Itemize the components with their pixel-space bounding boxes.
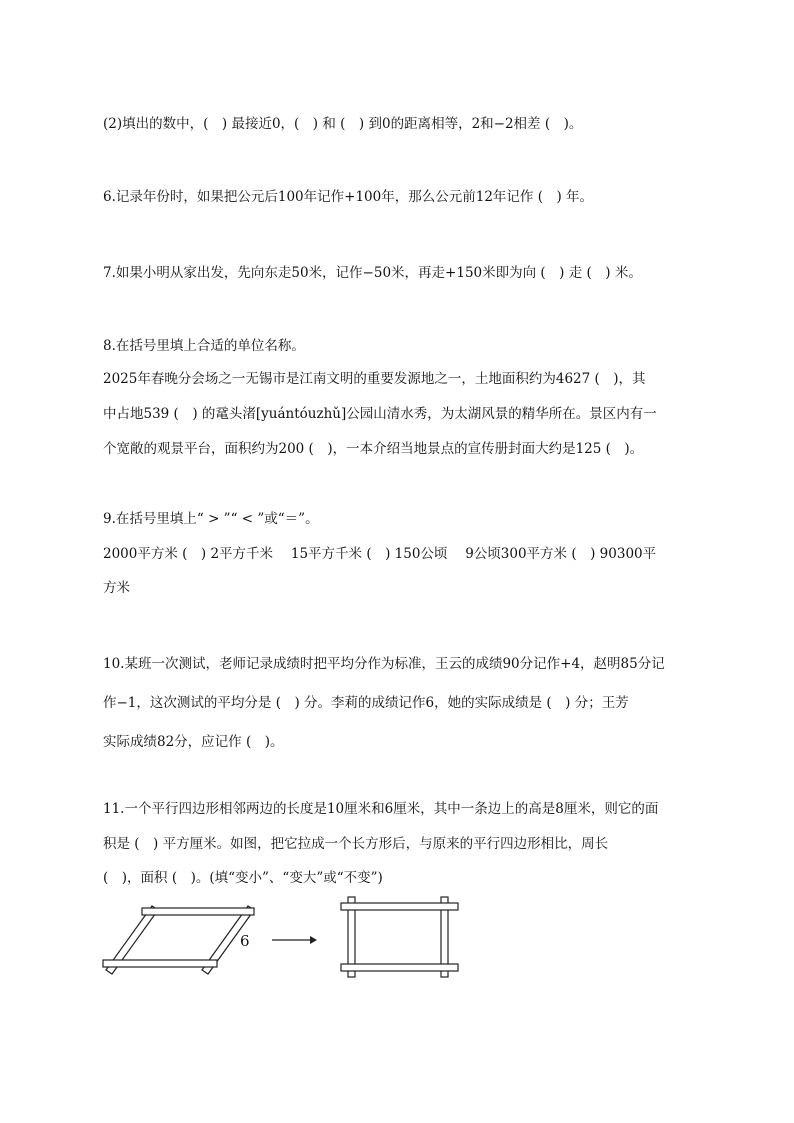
question-10-line-3: 实际成绩82分，应记作 ( )。 xyxy=(103,734,284,750)
question-9-title: 9.在括号里填上“ > ”“ < ”或“＝”。 xyxy=(103,511,319,527)
parallelogram-frame-diagram xyxy=(100,900,260,976)
transform-arrow-icon xyxy=(270,933,320,947)
question-11-line-2: 积是 ( ) 平方厘米。如图，把它拉成一个长方形后，与原来的平行四边形相比，周长 xyxy=(103,836,609,852)
frame-stick-bottom xyxy=(103,960,217,967)
question-2-subpart: (2)填出的数中，( ) 最接近0，( ) 和 ( ) 到0的距离相等，2和−2相差 ( )。 xyxy=(103,116,583,132)
frame-stick-top xyxy=(142,908,254,915)
rectangle-frame-diagram xyxy=(338,893,464,981)
question-10-line-1: 10.某班一次测试，老师记录成绩时把平均分作为标准，王云的成绩90分记作+4，赵明85分记 xyxy=(103,656,665,672)
question-8-line-3: 个宽敞的观景平台，面积约为200 ( )，一本介绍当地景点的宣传册封面大约是125 ( )。 xyxy=(103,441,644,457)
question-6: 6.记录年份时，如果把公元后100年记作+100年，那么公元前12年记作 ( ) 年。 xyxy=(103,189,594,205)
question-9-line-1: 2000平方米 ( ) 2平方千米 15平方千米 ( ) 150公顷 9公顷300平方米 ( ) 90300平 xyxy=(103,546,657,562)
question-9-line-2: 方米 xyxy=(103,580,130,596)
side-length-label: 6 xyxy=(240,932,250,950)
question-8-line-1: 2025年春晚分会场之一无锡市是江南文明的重要发源地之一，土地面积约为4627 ( )，其 xyxy=(103,371,646,387)
frame-stick-top xyxy=(341,903,458,910)
question-7: 7.如果小明从家出发，先向东走50米，记作−50米，再走+150米即为向 ( ) 走 ( ) 米。 xyxy=(103,265,642,281)
question-10-line-2: 作−1，这次测试的平均分是 ( ) 分。李莉的成绩记作6，她的实际成绩是 ( ) 分；王芳 xyxy=(103,695,629,711)
question-11-line-3: ( )，面积 ( )。(填“变小”、“变大”或“不变”) xyxy=(103,870,383,886)
frame-stick-bottom xyxy=(341,964,458,971)
question-8-line-2: 中占地539 ( ) 的鼋头渚[yuántóuzhǔ]公园山清水秀，为太湖风景的精华所在。景区内有一 xyxy=(103,406,657,422)
question-8-title: 8.在括号里填上合适的单位名称。 xyxy=(103,338,305,354)
question-11-line-1: 11.一个平行四边形相邻两边的长度是10厘米和6厘米，其中一条边上的高是8厘米，则它的面 xyxy=(103,801,659,817)
